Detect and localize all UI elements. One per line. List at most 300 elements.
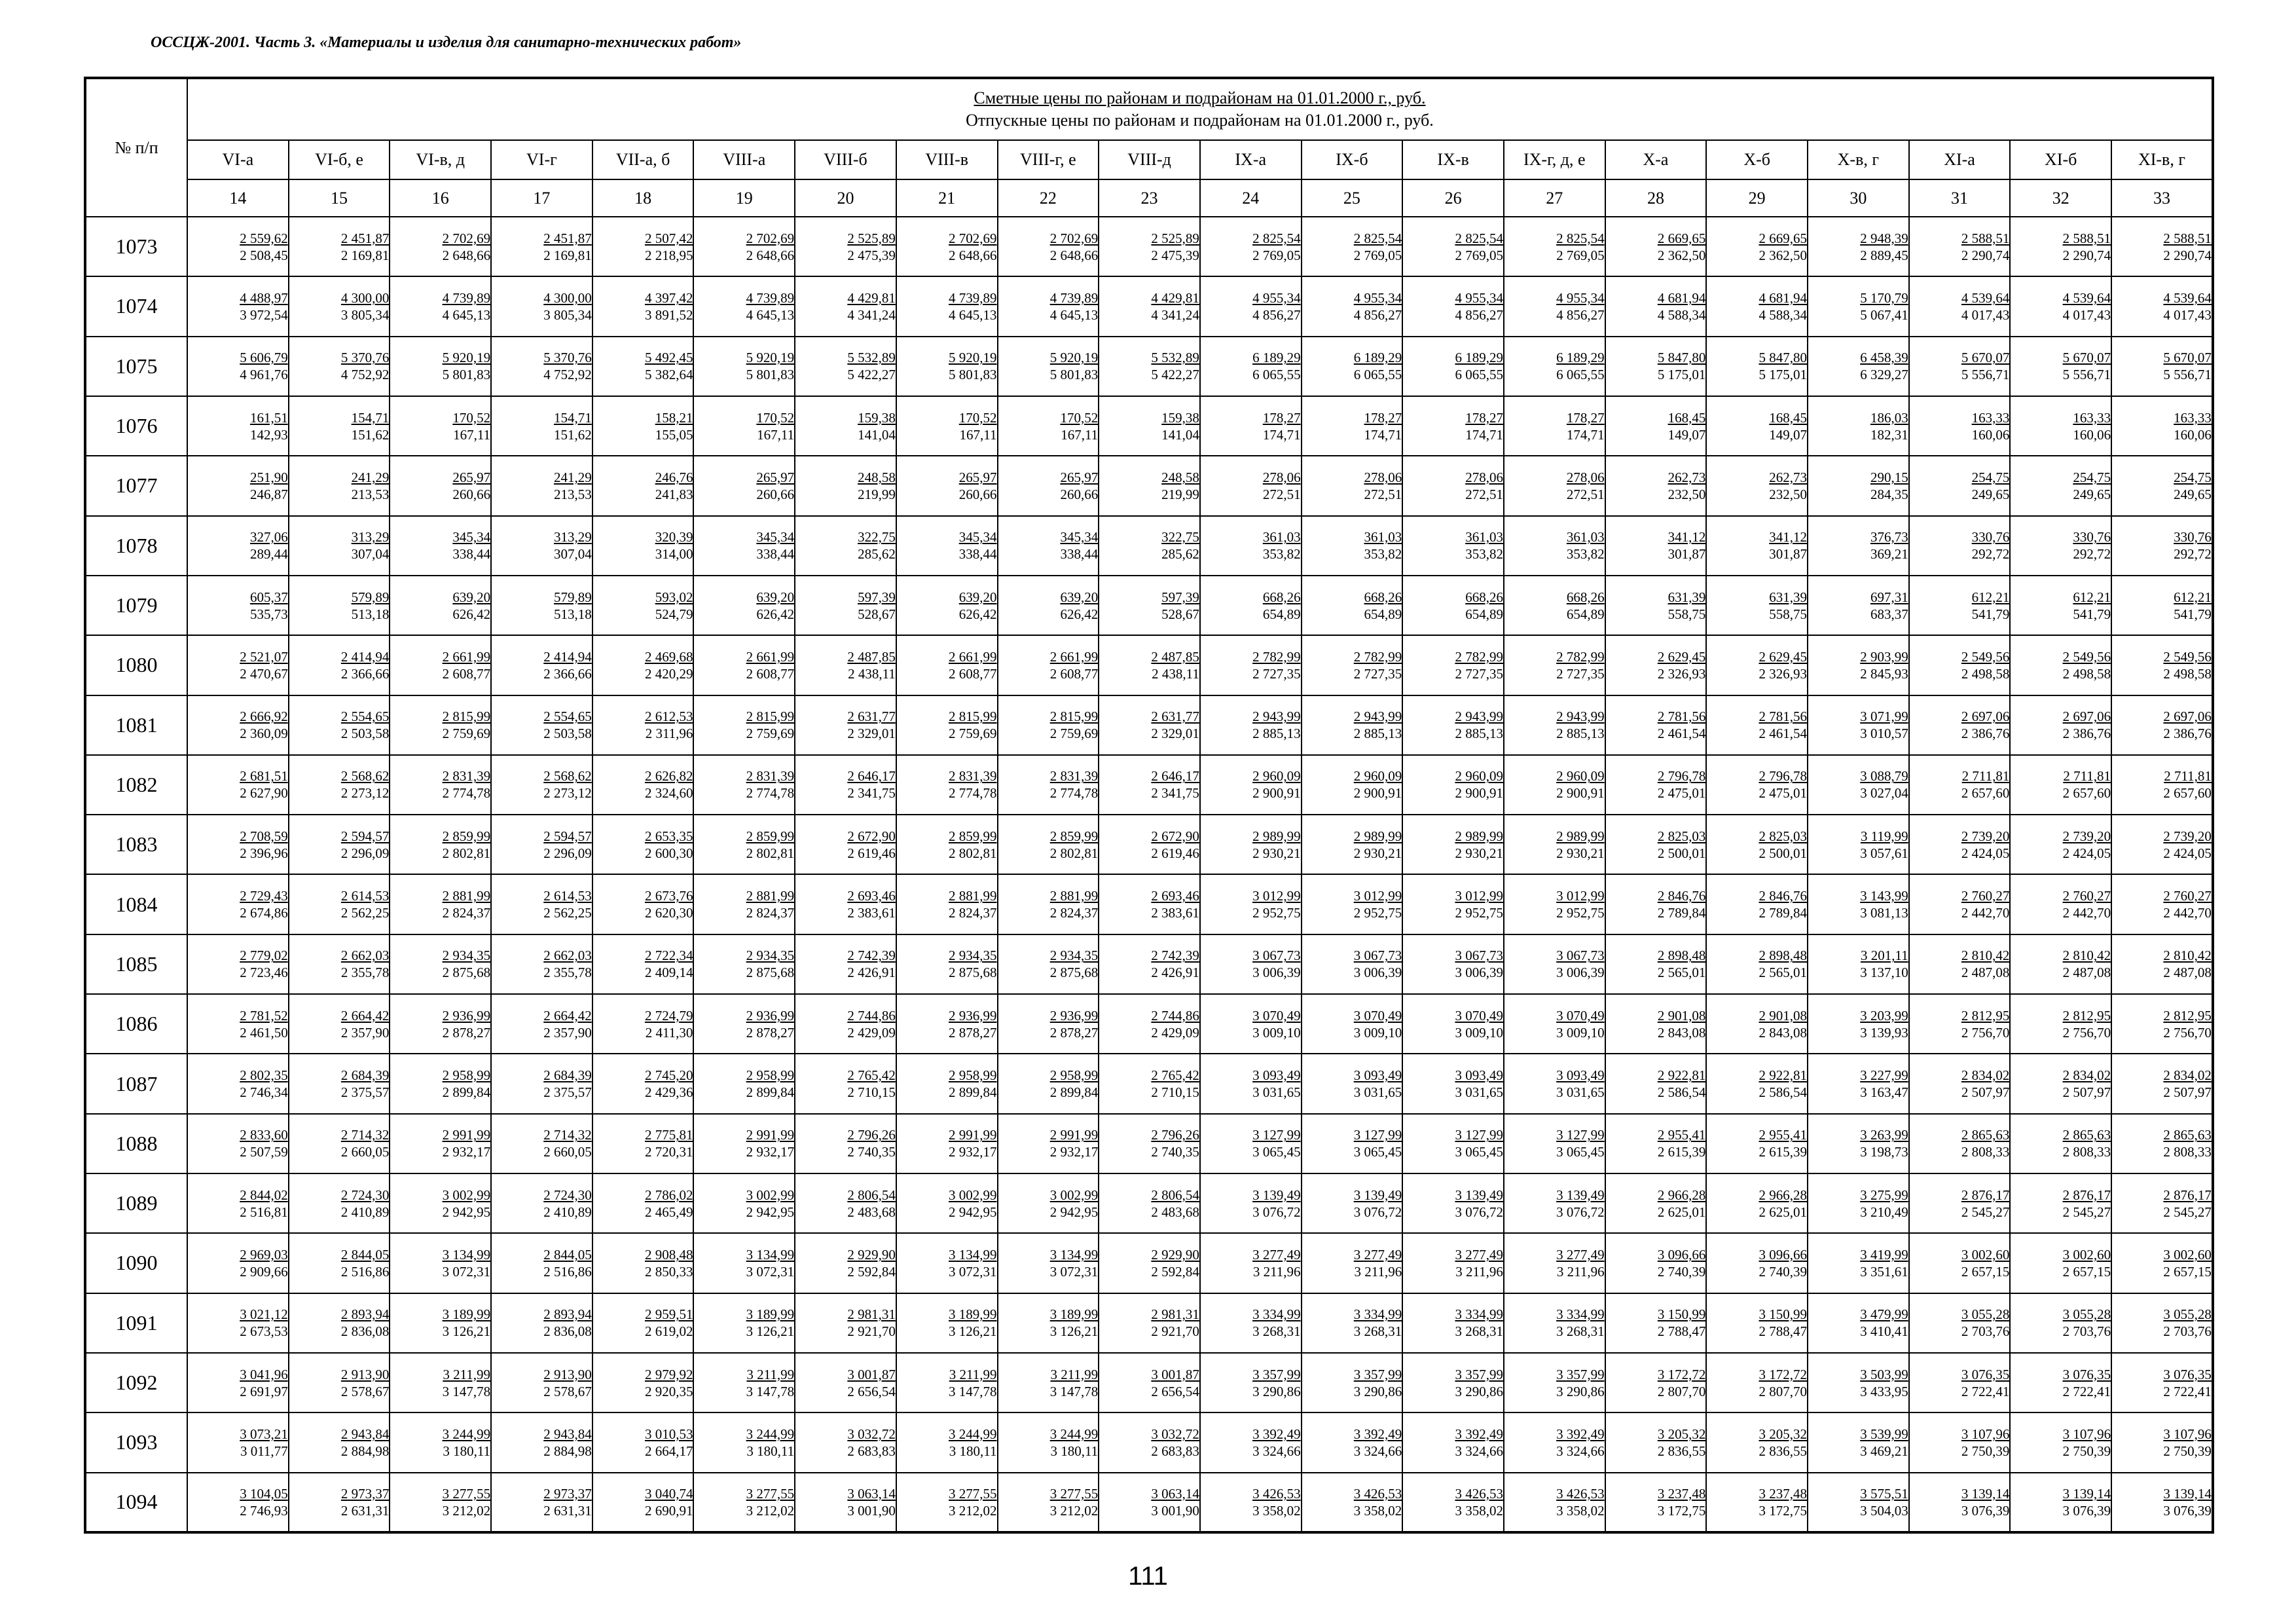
price-cell (592, 456, 694, 515)
price-cell (1706, 1054, 1808, 1113)
price-cell (289, 635, 390, 695)
price-cell (693, 1473, 795, 1532)
release-price: 4 341,24 (1151, 306, 1199, 323)
estimate-price: 631,39 (1769, 589, 1807, 605)
price-cell (592, 516, 694, 576)
estimate-price: 3 071,99 (1860, 709, 1908, 725)
price-cell (2010, 576, 2111, 635)
estimate-price: 2 834,02 (2163, 1067, 2212, 1084)
price-cell (1605, 635, 1707, 695)
price-cell (1099, 1173, 1200, 1233)
estimate-price: 3 070,49 (1455, 1007, 1503, 1024)
release-price: 155,05 (655, 426, 693, 443)
estimate-price: 2 881,99 (746, 888, 795, 904)
release-price: 513,18 (554, 606, 592, 622)
estimate-price: 3 172,72 (1758, 1366, 1807, 1382)
estimate-price: 3 539,99 (1860, 1426, 1908, 1442)
release-price: 2 438,11 (848, 665, 896, 682)
release-price: 2 759,69 (442, 726, 491, 742)
estimate-price: 3 150,99 (1657, 1306, 1706, 1323)
estimate-price: 2 859,99 (746, 828, 795, 844)
release-price: 260,66 (1060, 486, 1099, 502)
price-cell (1706, 396, 1808, 456)
price-cell (2010, 396, 2111, 456)
release-price: 6 065,55 (1556, 367, 1605, 383)
price-cell (1302, 276, 1403, 336)
estimate-price: 2 898,48 (1657, 948, 1706, 964)
release-price: 3 290,86 (1353, 1383, 1402, 1399)
release-price: 2 691,97 (240, 1383, 288, 1399)
price-cell (1504, 635, 1605, 695)
release-price: 2 386,76 (2062, 726, 2111, 742)
release-price: 151,62 (351, 426, 390, 443)
price-cell (1909, 217, 2011, 276)
release-price: 2 930,21 (1353, 845, 1402, 861)
release-price: 2 565,01 (1758, 965, 1807, 981)
release-price: 4 856,27 (1455, 306, 1503, 323)
price-cell (1200, 934, 1302, 994)
release-price: 2 619,02 (644, 1323, 693, 1340)
price-cell (390, 1114, 491, 1173)
estimate-price: 5 532,89 (847, 350, 896, 366)
release-price: 2 789,84 (1758, 905, 1807, 921)
price-cell (693, 396, 795, 456)
estimate-price: 5 920,19 (949, 350, 997, 366)
release-price: 167,11 (453, 426, 491, 443)
release-price: 3 351,61 (1860, 1263, 1908, 1280)
price-cell (693, 1233, 795, 1293)
release-price: 2 673,53 (240, 1323, 288, 1340)
price-cell (795, 1114, 896, 1173)
release-price: 2 875,68 (746, 965, 795, 981)
estimate-price: 2 960,09 (1556, 768, 1605, 784)
release-price: 353,82 (1364, 546, 1402, 563)
estimate-price: 3 119,99 (1860, 828, 1908, 844)
estimate-price: 2 943,99 (1252, 709, 1301, 725)
release-price: 160,06 (2174, 426, 2212, 443)
estimate-price: 2 991,99 (442, 1127, 491, 1143)
estimate-price: 3 205,32 (1657, 1426, 1706, 1442)
release-price: 2 756,70 (2163, 1024, 2212, 1041)
release-price: 2 932,17 (949, 1144, 997, 1160)
estimate-price: 2 966,28 (1758, 1187, 1807, 1203)
estimate-price: 3 055,28 (2062, 1306, 2111, 1323)
release-price: 3 076,39 (1961, 1502, 2010, 1519)
release-price: 2 723,46 (240, 965, 288, 981)
district-header: XI-а (1909, 140, 2011, 179)
release-price: 2 930,21 (1455, 845, 1503, 861)
price-table (84, 77, 2214, 1534)
price-cell (795, 217, 896, 276)
price-cell (1808, 217, 1909, 276)
estimate-price: 6 189,29 (1353, 350, 1402, 366)
release-price: 2 740,35 (1151, 1144, 1199, 1160)
price-cell (1808, 337, 1909, 396)
price-cell (1605, 1173, 1707, 1233)
estimate-price: 612,21 (1971, 589, 2010, 605)
estimate-price: 2 929,90 (1151, 1246, 1199, 1263)
release-price: 338,44 (958, 546, 997, 563)
release-price: 2 746,34 (240, 1084, 288, 1101)
release-price: 3 163,47 (1860, 1084, 1908, 1101)
release-price: 2 329,01 (1151, 726, 1199, 742)
price-cell (592, 337, 694, 396)
estimate-price: 2 631,77 (1151, 709, 1199, 725)
price-cell (693, 874, 795, 934)
estimate-price: 2 521,07 (240, 648, 288, 665)
estimate-price: 3 070,49 (1353, 1007, 1402, 1024)
estimate-price: 2 943,84 (340, 1426, 390, 1442)
estimate-price: 345,34 (958, 529, 997, 545)
release-price: 2 900,91 (1455, 785, 1503, 802)
price-cell (896, 934, 998, 994)
price-cell (390, 994, 491, 1054)
district-header: VIII-а (693, 140, 795, 179)
release-price: 338,44 (756, 546, 795, 563)
estimate-price: 631,39 (1667, 589, 1706, 605)
release-price: 2 516,81 (240, 1204, 288, 1220)
release-price: 2 802,81 (746, 845, 795, 861)
estimate-price: 3 172,72 (1657, 1366, 1706, 1382)
price-cell (187, 1293, 289, 1353)
release-price: 2 465,49 (644, 1204, 693, 1220)
release-price: 3 009,10 (1252, 1024, 1301, 1041)
estimate-price: 154,71 (351, 409, 390, 426)
price-cell (1200, 1412, 1302, 1472)
estimate-price: 2 629,45 (1657, 648, 1706, 665)
price-cell (2111, 576, 2213, 635)
price-cell (998, 1473, 1099, 1532)
release-price: 272,51 (1465, 486, 1503, 502)
price-cell (1200, 994, 1302, 1054)
estimate-price: 278,06 (1465, 469, 1503, 485)
release-price: 2 625,01 (1657, 1204, 1706, 1220)
release-price: 292,72 (2073, 546, 2111, 563)
price-cell (2010, 635, 2111, 695)
release-price: 2 442,70 (2163, 905, 2212, 921)
estimate-price: 341,12 (1667, 529, 1706, 545)
release-price: 2 850,33 (644, 1263, 693, 1280)
price-cell (592, 276, 694, 336)
estimate-price: 3 334,99 (1556, 1306, 1605, 1323)
price-cell (1402, 217, 1504, 276)
release-price: 2 461,50 (240, 1024, 288, 1041)
estimate-price: 3 357,99 (1252, 1366, 1301, 1382)
price-cell (795, 1473, 896, 1532)
estimate-price: 2 714,32 (340, 1127, 390, 1143)
estimate-price: 2 782,99 (1556, 648, 1605, 665)
price-cell (1909, 1173, 2011, 1233)
estimate-price: 170,52 (756, 409, 795, 426)
price-cell (1808, 1412, 1909, 1472)
estimate-price: 4 739,89 (1049, 289, 1099, 306)
table-title (187, 78, 2213, 140)
estimate-price: 3 277,49 (1353, 1246, 1402, 1263)
price-cell (2111, 934, 2213, 994)
price-cell (1402, 755, 1504, 815)
release-price: 2 759,69 (949, 726, 997, 742)
price-cell (1200, 276, 1302, 336)
estimate-price: 3 002,60 (2062, 1246, 2111, 1263)
release-price: 2 664,17 (644, 1443, 693, 1459)
estimate-price: 320,39 (655, 529, 693, 545)
price-cell (491, 516, 592, 576)
release-price: 2 900,91 (1556, 785, 1605, 802)
price-cell (1504, 337, 1605, 396)
estimate-price: 2 414,94 (340, 648, 390, 665)
price-cell (896, 337, 998, 396)
estimate-price: 3 063,14 (847, 1485, 896, 1502)
price-cell (998, 276, 1099, 336)
estimate-price: 2 810,42 (2163, 948, 2212, 964)
release-price: 2 788,47 (1758, 1323, 1807, 1340)
row-number: 1087 (85, 1054, 187, 1113)
price-cell (390, 755, 491, 815)
release-price: 3 137,10 (1860, 965, 1908, 981)
release-price: 272,51 (1566, 486, 1605, 502)
estimate-price: 639,20 (756, 589, 795, 605)
estimate-price: 2 612,53 (644, 709, 693, 725)
estimate-price: 2 666,92 (240, 709, 288, 725)
price-cell (390, 276, 491, 336)
price-cell (1200, 516, 1302, 576)
price-cell (1605, 276, 1707, 336)
estimate-price: 2 664,42 (340, 1007, 390, 1024)
estimate-price: 2 908,48 (644, 1246, 693, 1263)
estimate-price: 265,97 (958, 469, 997, 485)
price-cell (998, 576, 1099, 635)
release-price: 2 487,08 (2062, 965, 2111, 981)
release-price: 2 899,84 (1049, 1084, 1099, 1101)
estimate-price: 290,15 (1870, 469, 1908, 485)
release-price: 174,71 (1566, 426, 1605, 443)
estimate-price: 4 739,89 (442, 289, 491, 306)
estimate-price: 3 001,87 (1151, 1366, 1199, 1382)
price-cell (1808, 1173, 1909, 1233)
release-price: 3 076,39 (2163, 1502, 2212, 1519)
estimate-price: 2 989,99 (1252, 828, 1301, 844)
estimate-price: 2 825,54 (1455, 230, 1503, 246)
price-cell (1302, 1233, 1403, 1293)
estimate-price: 5 492,45 (644, 350, 693, 366)
release-price: 3 147,78 (746, 1383, 795, 1399)
release-price: 249,65 (2073, 486, 2111, 502)
estimate-price: 341,12 (1769, 529, 1807, 545)
release-price: 160,06 (1971, 426, 2010, 443)
release-price: 2 802,81 (1049, 845, 1099, 861)
price-cell (1302, 755, 1403, 815)
release-price: 2 625,01 (1758, 1204, 1807, 1220)
price-cell (491, 1173, 592, 1233)
estimate-price: 3 275,99 (1860, 1187, 1908, 1203)
price-cell (2010, 815, 2111, 874)
estimate-price: 2 865,63 (2163, 1127, 2212, 1143)
release-price: 2 756,70 (1961, 1024, 2010, 1041)
estimate-price: 3 010,53 (644, 1426, 693, 1442)
price-cell (795, 337, 896, 396)
release-price: 3 268,31 (1556, 1323, 1605, 1340)
district-header: XI-б (2010, 140, 2111, 179)
price-cell (693, 1173, 795, 1233)
release-price: 2 921,70 (1151, 1323, 1199, 1340)
price-cell (1504, 576, 1605, 635)
release-price: 3 324,66 (1353, 1443, 1402, 1459)
district-header: VI-б, е (289, 140, 390, 179)
release-price: 3 358,02 (1455, 1502, 1503, 1519)
release-price: 2 952,75 (1353, 905, 1402, 921)
release-price: 3 076,72 (1455, 1204, 1503, 1220)
price-cell (491, 1293, 592, 1353)
estimate-price: 313,29 (351, 529, 390, 545)
estimate-price: 262,73 (1769, 469, 1807, 485)
price-cell (896, 815, 998, 874)
estimate-price: 3 134,99 (949, 1246, 997, 1263)
price-cell (896, 695, 998, 755)
price-cell (289, 1473, 390, 1532)
estimate-price: 3 211,99 (949, 1366, 997, 1382)
release-price: 2 657,15 (2163, 1263, 2212, 1280)
price-cell (289, 994, 390, 1054)
number-column-header: № п/п (85, 78, 187, 217)
release-price: 3 891,52 (644, 306, 693, 323)
release-price: 2 942,95 (1049, 1204, 1099, 1220)
release-price: 2 703,76 (1961, 1323, 2010, 1340)
estimate-price: 5 920,19 (442, 350, 491, 366)
price-cell (1504, 695, 1605, 755)
price-cell (592, 815, 694, 874)
release-price: 285,62 (1161, 546, 1199, 563)
release-price: 2 932,17 (442, 1144, 491, 1160)
estimate-price: 278,06 (1566, 469, 1605, 485)
estimate-price: 4 488,97 (240, 289, 288, 306)
release-price: 3 212,02 (1049, 1502, 1099, 1519)
release-price: 2 759,69 (746, 726, 795, 742)
release-price: 4 856,27 (1556, 306, 1605, 323)
price-cell (1909, 1114, 2011, 1173)
price-cell (289, 755, 390, 815)
district-header: IX-а (1200, 140, 1302, 179)
estimate-price: 3 139,49 (1455, 1187, 1503, 1203)
price-cell (1706, 276, 1808, 336)
estimate-price: 163,33 (2174, 409, 2212, 426)
release-price: 2 329,01 (847, 726, 896, 742)
price-cell (2111, 396, 2213, 456)
release-price: 5 175,01 (1758, 367, 1807, 383)
release-price: 289,44 (249, 546, 288, 563)
price-cell (1909, 934, 2011, 994)
price-cell (491, 934, 592, 994)
price-cell (896, 874, 998, 934)
release-price: 3 065,45 (1353, 1144, 1402, 1160)
estimate-price: 2 681,51 (240, 768, 288, 784)
price-cell (1099, 934, 1200, 994)
price-cell (390, 1473, 491, 1532)
release-price: 182,31 (1870, 426, 1908, 443)
estimate-price: 2 833,60 (240, 1127, 288, 1143)
estimate-price: 4 681,94 (1657, 289, 1706, 306)
release-price: 3 057,61 (1860, 845, 1908, 861)
release-price: 2 648,66 (442, 247, 491, 263)
release-price: 2 930,21 (1252, 845, 1301, 861)
estimate-price: 2 825,03 (1758, 828, 1807, 844)
estimate-price: 3 055,28 (2163, 1306, 2212, 1323)
release-price: 2 683,83 (1151, 1443, 1199, 1459)
estimate-price: 4 539,64 (2062, 289, 2111, 306)
release-price: 2 722,41 (1961, 1383, 2010, 1399)
release-price: 2 722,41 (2163, 1383, 2212, 1399)
estimate-price: 3 277,55 (949, 1485, 997, 1502)
release-price: 3 358,02 (1252, 1502, 1301, 1519)
estimate-price: 2 697,06 (2062, 709, 2111, 725)
estimate-price: 6 189,29 (1556, 350, 1605, 366)
estimate-price: 2 729,43 (240, 888, 288, 904)
price-cell (2010, 1173, 2111, 1233)
row-number: 1089 (85, 1173, 187, 1233)
release-price: 3 410,41 (1860, 1323, 1908, 1340)
estimate-price: 3 392,49 (1252, 1426, 1301, 1442)
release-price: 2 703,76 (2062, 1323, 2111, 1340)
release-price: 3 290,86 (1455, 1383, 1503, 1399)
estimate-price: 178,27 (1566, 409, 1605, 426)
price-cell (1605, 994, 1707, 1054)
price-cell (998, 934, 1099, 994)
price-cell (491, 1233, 592, 1293)
price-cell (896, 1114, 998, 1173)
estimate-price: 2 966,28 (1657, 1187, 1706, 1203)
price-cell (795, 994, 896, 1054)
release-price: 249,65 (2174, 486, 2212, 502)
estimate-price: 2 796,26 (847, 1127, 896, 1143)
release-price: 2 545,27 (1961, 1204, 2010, 1220)
price-cell (2111, 217, 2213, 276)
price-cell (1200, 337, 1302, 396)
price-cell (592, 396, 694, 456)
table-row (85, 1114, 2213, 1173)
release-price: 2 470,67 (240, 665, 288, 682)
district-header: X-б (1706, 140, 1808, 179)
release-price: 513,18 (351, 606, 390, 622)
price-cell (289, 695, 390, 755)
estimate-price: 2 969,03 (240, 1246, 288, 1263)
release-price: 2 769,05 (1556, 247, 1605, 263)
estimate-price: 3 012,99 (1353, 888, 1402, 904)
estimate-price: 265,97 (452, 469, 491, 485)
row-number: 1081 (85, 695, 187, 755)
estimate-price: 3 002,60 (2163, 1246, 2212, 1263)
estimate-price: 161,51 (249, 409, 288, 426)
price-cell (1808, 994, 1909, 1054)
estimate-price: 2 981,31 (847, 1306, 896, 1323)
price-cell (2010, 695, 2111, 755)
release-price: 213,53 (554, 486, 592, 502)
release-price: 4 341,24 (847, 306, 896, 323)
release-price: 6 065,55 (1353, 367, 1402, 383)
estimate-price: 376,73 (1870, 529, 1908, 545)
release-price: 2 483,68 (847, 1204, 896, 1220)
release-price: 2 360,09 (240, 726, 288, 742)
estimate-price: 2 708,59 (240, 828, 288, 844)
release-price: 2 824,37 (442, 905, 491, 921)
estimate-price: 3 002,60 (1961, 1246, 2010, 1263)
release-price: 2 884,98 (543, 1443, 592, 1459)
price-cell (592, 217, 694, 276)
price-cell (1504, 1114, 1605, 1173)
release-price: 2 562,25 (543, 905, 592, 921)
estimate-price: 2 661,99 (746, 648, 795, 665)
price-cell (1605, 1473, 1707, 1532)
price-cell (998, 456, 1099, 515)
release-price: 2 836,08 (543, 1323, 592, 1340)
